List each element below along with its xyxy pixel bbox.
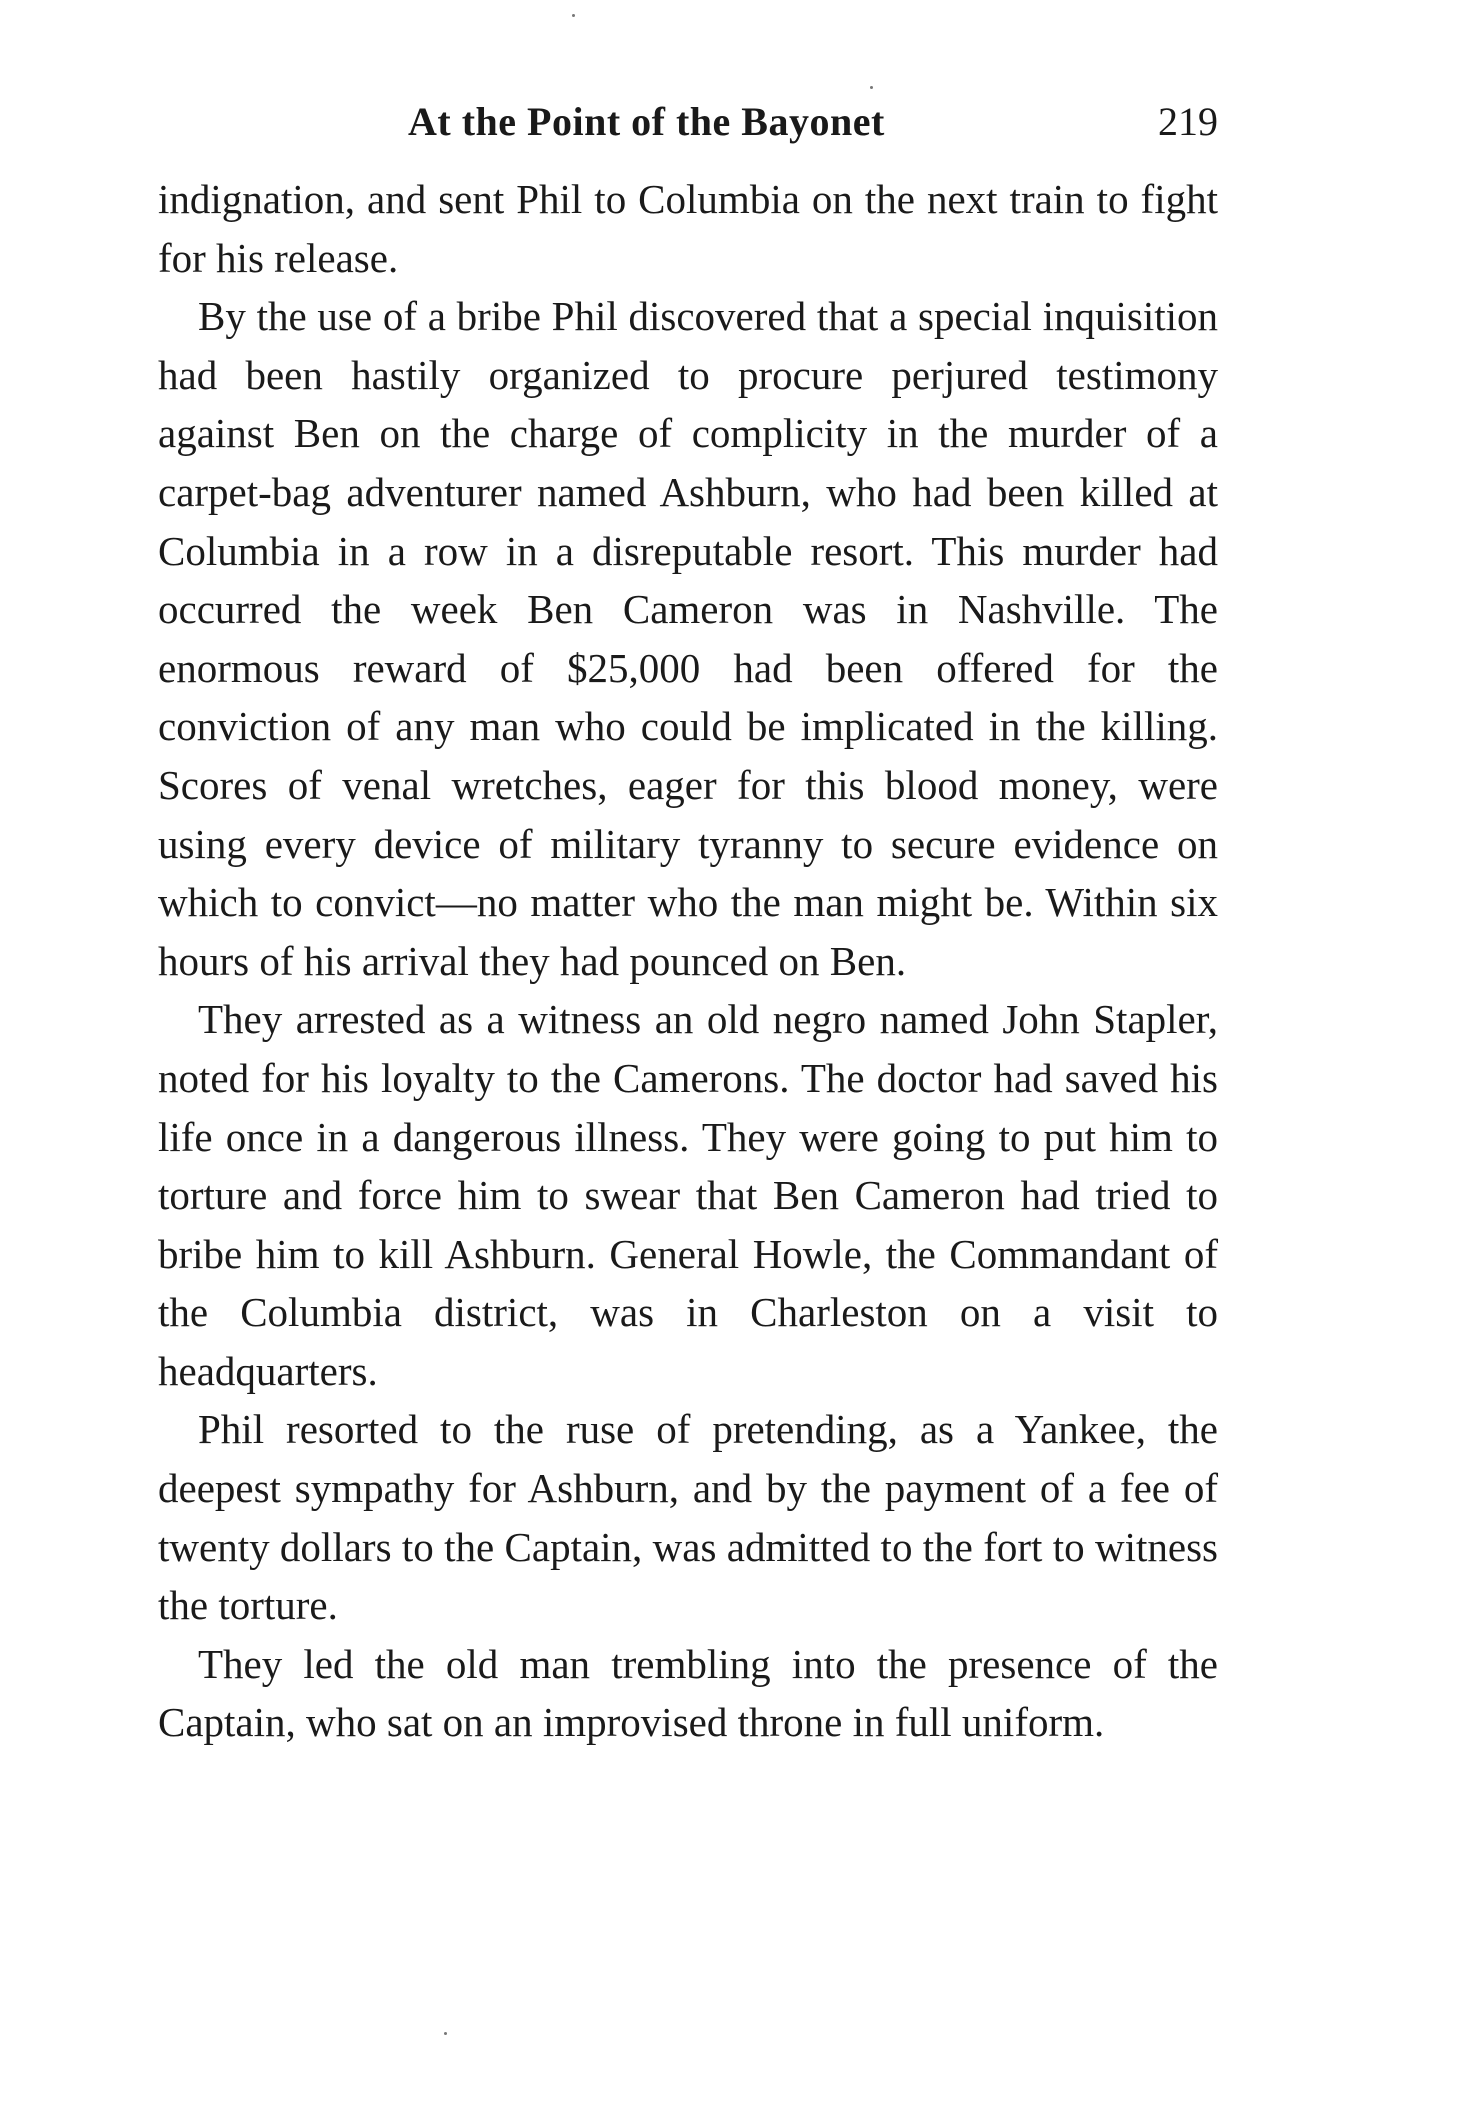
paper-speck — [572, 14, 575, 17]
paragraph-5: They led the old man trembling into the presence of the Captain, who sat on an improvised throne in full uniform. — [158, 1640, 1218, 1746]
paper-speck — [870, 86, 873, 89]
paragraph-3: They arrested as a witness an old negro named John Stapler, noted for his loyalty to the Camerons. The doctor had saved his life once in a dangerous illness. They were going to put him to torture and force him to swear that Ben Cameron had tried to bribe him to kill Ashburn. General Howle, the Commandant of the Columbia district, was in Charleston on a visit to headquarters. — [158, 996, 1218, 1394]
paper-speck — [444, 2032, 447, 2035]
paragraph-4: Phil resorted to the ruse of pretending, as a Yankee, the deepest sympathy for Ashburn, and by the payment of a fee of twenty dollars to the Captain, was admitted to the fort to witness the torture. — [158, 1406, 1218, 1629]
running-title: At the Point of the Bayonet — [408, 99, 885, 144]
paragraph-2: By the use of a bribe Phil discovered that a special inquisition had been hastily organized to procure perjured testimony against Ben on the charge of complicity in the murder of a carpet-bag adventurer named Ashburn, who had been killed at Columbia in a row in a disreputable resort. This murder had occurred the week Ben Cameron was in Nashville. The enormous reward of $25,000 had been offered for the conviction of any man who could be implicated in the killing. Scores of venal wretches, eager for this blood money, were using every device of military tyranny to secure evidence on which to convict—no matter who the man might be. Within six hours of his arrival they had pounced on Ben. — [158, 293, 1218, 984]
running-head — [158, 92, 1218, 152]
body-text — [158, 170, 1218, 1752]
paragraph-1: indignation, and sent Phil to Columbia on the next train to fight for his release. — [158, 176, 1218, 281]
page-number: 219 — [1158, 99, 1218, 144]
